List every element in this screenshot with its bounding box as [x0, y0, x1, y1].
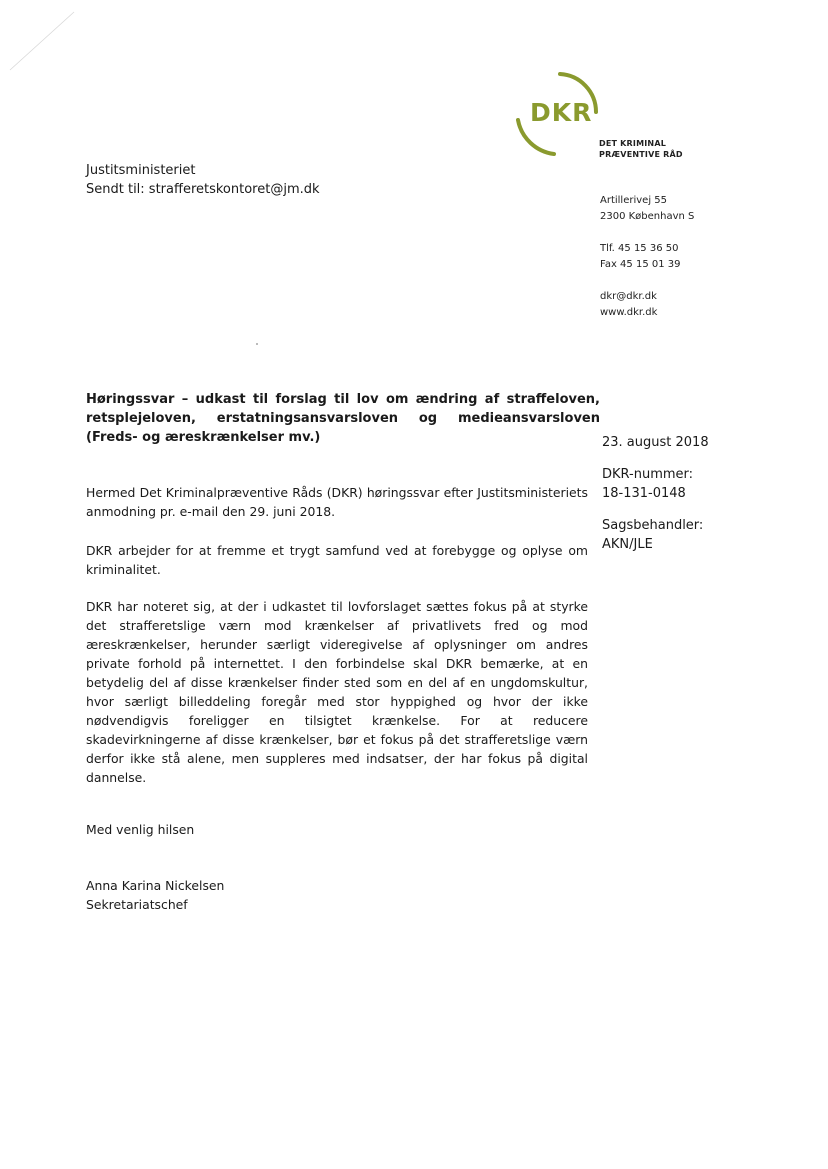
body-paragraph-purpose: DKR arbejder for at fremme et trygt samfund ved at forebygge og oplyse om kriminalitet.: [86, 543, 588, 577]
scan-speck: [256, 343, 258, 345]
fax-number: Fax 45 15 01 39: [600, 259, 681, 270]
body-paragraph-intro: Hermed Det Kriminalpræventive Råds (DKR) høringssvar efter Justitsministeriets anmodning pr. e-mail den 29. juni 2018.: [86, 485, 588, 519]
recipient-email: Sendt til: strafferetskontoret@jm.dk: [86, 182, 320, 197]
recipient-name: Justitsministeriet: [86, 163, 196, 178]
subject-line3: (Freds- og æreskrænkelser mv.): [86, 430, 321, 445]
subject-line1: Høringssvar – udkast til forslag til lov om ændring af straffeloven,: [86, 392, 600, 407]
logo-wordmark: DKR: [530, 98, 593, 127]
signer-name: Anna Karina Nickelsen: [86, 878, 225, 893]
case-handler-value: AKN/JLE: [602, 537, 653, 552]
contact-block: [600, 193, 694, 321]
contact-website: www.dkr.dk: [600, 307, 658, 318]
case-handler-label: Sagsbehandler:: [602, 518, 704, 533]
meta-column: [602, 433, 709, 554]
signer-title: Sekretariatschef: [86, 897, 188, 912]
recipient-block: [86, 161, 320, 199]
address-city: 2300 København S: [600, 211, 695, 222]
letter-date: 23. august 2018: [602, 435, 709, 450]
scan-artifact-line: [8, 8, 78, 78]
case-number-label: DKR-nummer:: [602, 467, 694, 482]
case-number-value: 18-131-0148: [602, 486, 686, 501]
subject-line2: retsplejeloven, erstatningsansvarsloven og medieansvarsloven: [86, 411, 600, 426]
closing-greeting: Med venlig hilsen: [86, 822, 195, 837]
contact-email: dkr@dkr.dk: [600, 291, 657, 302]
address-street: Artillerivej 55: [600, 195, 668, 206]
organization-name: [599, 138, 683, 160]
signature-block: [86, 876, 224, 914]
organization-name-line2: PRÆVENTIVE RÅD: [599, 150, 683, 159]
subject-heading: [86, 390, 600, 447]
organization-name-line1: DET KRIMINAL: [599, 139, 667, 148]
body-paragraph-response: DKR har noteret sig, at der i udkastet til lovforslaget sættes fokus på at styrke det strafferetslige værn mod krænkelser af privatlivets fred og mod æreskrænkelser, herunder særligt videregivelse af oplysninger om andres private forhold på internettet. I den forbindelse skal DKR bemærke, at en betydelig del af disse krænkelser finder sted som en del af en ungdomskultur, hvor særligt billeddeling foregår med stor hyppighed og hvor der ikke nødvendigvis foreligger en tilsigtet krænkelse. For at reducere skadevirkningerne af disse krænkelser, bør et fokus på det strafferetslige værn derfor ikke stå alene, men suppleres med indsatser, der har fokus på digital dannelse.: [86, 599, 588, 785]
phone-number: Tlf. 45 15 36 50: [600, 243, 679, 254]
